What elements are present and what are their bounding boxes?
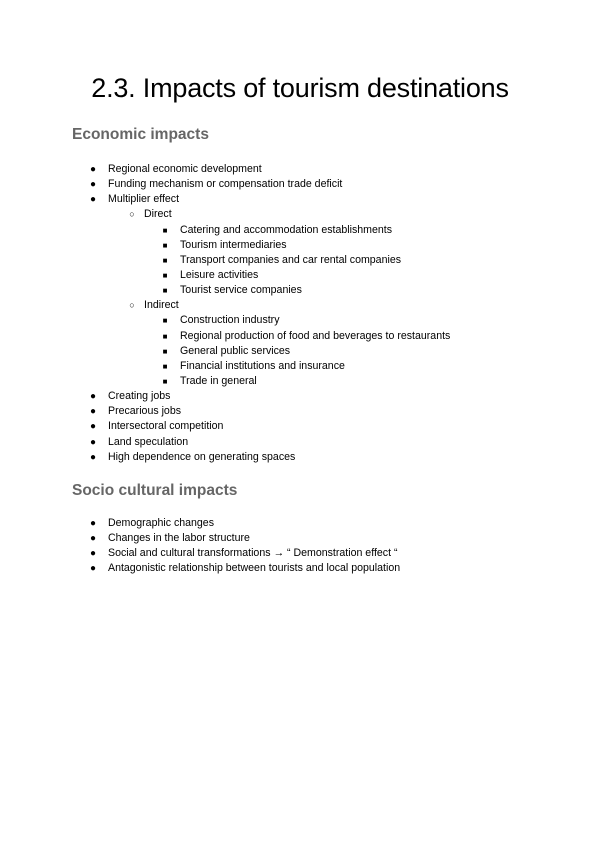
list-item-text: Changes in the labor structure [108, 532, 250, 545]
list-item-text: Tourist service companies [180, 284, 302, 297]
list-item [0, 435, 600, 450]
bullet-icon: ● [89, 518, 97, 529]
list-item-text: Tourism intermediaries [180, 238, 287, 251]
bullet-icon: ● [89, 179, 97, 191]
section-heading-socio-cultural-impacts: Socio cultural impacts [72, 482, 238, 499]
socio-cultural-impacts-list [0, 516, 600, 577]
list-item-text: Land speculation [108, 435, 189, 448]
list-item-text: Regional production of food and beverages to restaurants [180, 329, 451, 342]
list-item [0, 162, 600, 177]
list-item [0, 404, 600, 419]
list-item-text: Transport companies and car rental companies [180, 253, 402, 266]
bullet-icon: ■ [162, 331, 168, 341]
bullet-icon: ■ [162, 240, 168, 250]
bullet-icon: ■ [162, 376, 168, 386]
economic-impacts-list [0, 162, 600, 465]
bullet-icon: ○ [129, 300, 135, 311]
bullet-icon: ● [89, 563, 97, 575]
bullet-icon: ● [89, 164, 97, 175]
list-item [0, 192, 600, 207]
bullet-icon: ● [89, 194, 97, 206]
bullet-icon: ■ [162, 225, 168, 235]
list-item [0, 238, 600, 253]
list-item-text: Intersectoral competition [108, 420, 224, 433]
list-item [0, 223, 600, 238]
list-item [0, 359, 600, 374]
list-item-text: General public services [180, 344, 291, 357]
list-item [0, 450, 600, 465]
list-item [0, 546, 600, 561]
page-title: 2.3. Impacts of tourism destinations [91, 73, 509, 103]
bullet-icon: ○ [129, 209, 135, 220]
list-item-text: Leisure activities [180, 268, 259, 281]
list-item-text: Trade in general [180, 374, 257, 387]
bullet-icon: ● [89, 533, 97, 545]
list-item [0, 344, 600, 359]
list-item [0, 531, 600, 546]
list-item [0, 313, 600, 328]
list-item-text: Social and cultural transformations → “ Demonstration effect “ [108, 547, 398, 560]
list-item-text: Construction industry [180, 314, 280, 327]
bullet-icon: ■ [162, 270, 168, 280]
list-item-text: Regional economic development [108, 163, 262, 175]
bullet-icon: ■ [162, 316, 168, 326]
bullet-icon: ● [89, 421, 97, 433]
list-item-text: Creating jobs [108, 390, 171, 403]
list-item [0, 329, 600, 344]
list-item [0, 177, 600, 192]
bullet-icon: ■ [162, 286, 168, 296]
bullet-icon: ● [89, 548, 97, 560]
list-item-text: Catering and accommodation establishments [180, 223, 392, 236]
list-item [0, 516, 600, 531]
bullet-icon: ● [89, 436, 97, 448]
list-item-text: Multiplier effect [108, 193, 180, 206]
bullet-icon: ■ [162, 255, 168, 265]
list-item-text: Indirect [144, 299, 179, 312]
bullet-icon: ■ [162, 346, 168, 356]
list-item-text: Demographic changes [108, 517, 214, 529]
list-item [0, 298, 600, 313]
list-item [0, 389, 600, 404]
list-item-text: Financial institutions and insurance [180, 359, 345, 372]
bullet-icon: ● [89, 451, 97, 463]
list-item-text: Antagonistic relationship between tourists and local population [108, 562, 401, 575]
list-item [0, 561, 600, 576]
list-item [0, 374, 600, 389]
list-item [0, 268, 600, 283]
bullet-icon: ● [89, 391, 97, 403]
list-item-text: Funding mechanism or compensation trade deficit [108, 178, 343, 191]
bullet-icon: ● [89, 406, 97, 418]
list-item [0, 283, 600, 298]
section-heading-economic-impacts: Economic impacts [72, 126, 209, 143]
list-item [0, 253, 600, 268]
list-item-text: Direct [144, 208, 172, 221]
bullet-icon: ■ [162, 361, 168, 371]
list-item [0, 207, 600, 222]
list-item [0, 419, 600, 434]
list-item-text: Precarious jobs [108, 405, 182, 418]
list-item-text: High dependence on generating spaces [108, 450, 296, 463]
